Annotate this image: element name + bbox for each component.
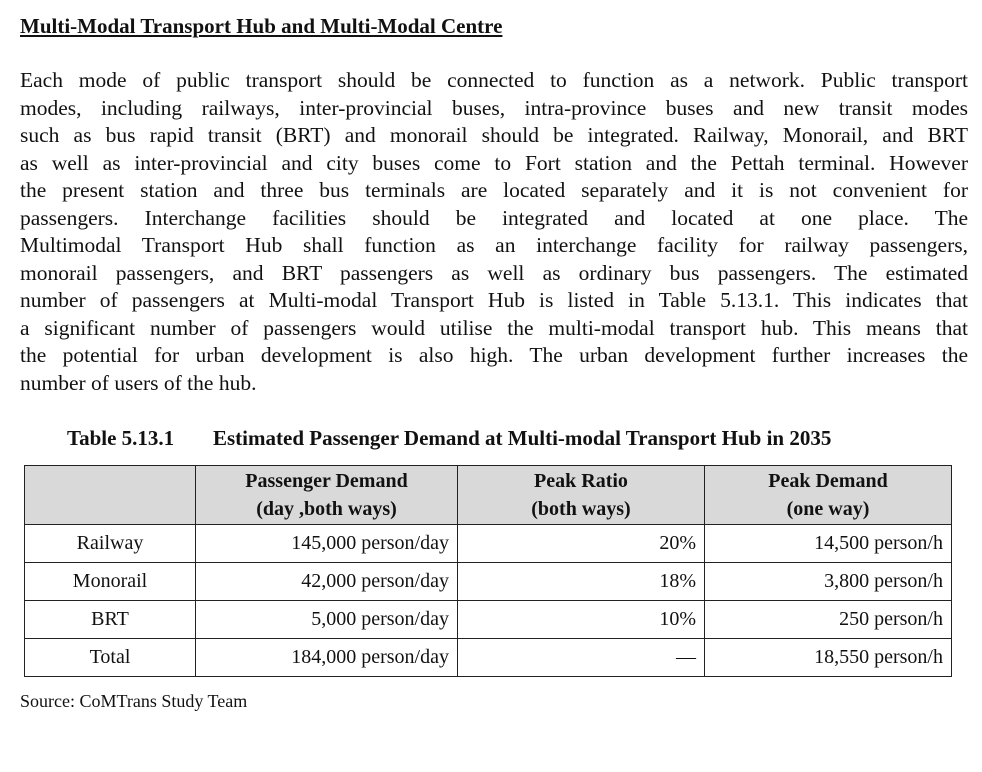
paragraph-line: a significant number of passengers would utilise the multi-modal transport hub. This means that xyxy=(20,315,968,340)
paragraph-line: number of passengers at Multi-modal Transport Hub is listed in Table 5.13.1. This indicates that xyxy=(20,288,968,312)
table-header-row xyxy=(25,466,952,525)
cell-peak-demand: 18,550 person/h xyxy=(705,639,952,677)
section-heading: Multi-Modal Transport Hub and Multi-Modal Centre xyxy=(20,14,503,38)
cell-passenger-demand: 184,000 person/day xyxy=(196,639,458,677)
header-peak-demand: Peak Demand (one way) xyxy=(705,466,952,525)
header-passenger-demand: Passenger Demand (day ,both ways) xyxy=(196,466,458,525)
paragraph-line: number of users of the hub. xyxy=(20,370,257,395)
table-source: Source: CoMTrans Study Team xyxy=(20,691,248,711)
table-caption xyxy=(67,426,831,451)
paragraph-line: the potential for urban development is also high. The urban development further increases the xyxy=(20,343,968,367)
table-row xyxy=(25,601,952,639)
table-row xyxy=(25,563,952,601)
paragraph-line: as well as inter-provincial and city buses come to Fort station and the Pettah terminal. However xyxy=(20,150,968,175)
paragraph-line: modes, including railways, inter-provincial buses, intra-province buses and new transit modes xyxy=(20,95,968,120)
cell-passenger-demand: 5,000 person/day xyxy=(196,601,458,639)
cell-mode: Total xyxy=(25,639,196,677)
cell-mode: BRT xyxy=(25,601,196,639)
cell-mode: Monorail xyxy=(25,563,196,601)
paragraph-line: Multimodal Transport Hub shall function as an interchange facility for railway passengers, xyxy=(20,233,968,257)
cell-peak-demand: 250 person/h xyxy=(705,601,952,639)
header-mode xyxy=(25,466,196,525)
cell-peak-demand: 14,500 person/h xyxy=(705,525,952,563)
cell-peak-ratio: 18% xyxy=(458,563,705,601)
table-row xyxy=(25,525,952,563)
paragraph-line: Each mode of public transport should be connected to function as a network. Public transport xyxy=(20,68,968,92)
cell-peak-demand: 3,800 person/h xyxy=(705,563,952,601)
table-caption-number: Table 5.13.1 xyxy=(67,426,175,450)
paragraph-line: passengers. Interchange facilities should be integrated and located at one place. The xyxy=(20,205,968,230)
cell-passenger-demand: 145,000 person/day xyxy=(196,525,458,563)
paragraph-line: monorail passengers, and BRT passengers as well as ordinary bus passengers. The estimated xyxy=(20,260,968,285)
cell-peak-ratio: 10% xyxy=(458,601,705,639)
paragraph-line: such as bus rapid transit (BRT) and monorail should be integrated. Railway, Monorail, and BRT xyxy=(20,123,968,147)
cell-mode: Railway xyxy=(25,525,196,563)
table-caption-title: Estimated Passenger Demand at Multi-modal Transport Hub in 2035 xyxy=(213,426,832,450)
cell-peak-ratio: — xyxy=(458,639,705,677)
table-row-total xyxy=(25,639,952,677)
header-peak-ratio: Peak Ratio (both ways) xyxy=(458,466,705,525)
cell-passenger-demand: 42,000 person/day xyxy=(196,563,458,601)
paragraph-line: the present station and three bus terminals are located separately and it is not convenient for xyxy=(20,178,968,202)
cell-peak-ratio: 20% xyxy=(458,525,705,563)
passenger-demand-table xyxy=(24,465,952,677)
